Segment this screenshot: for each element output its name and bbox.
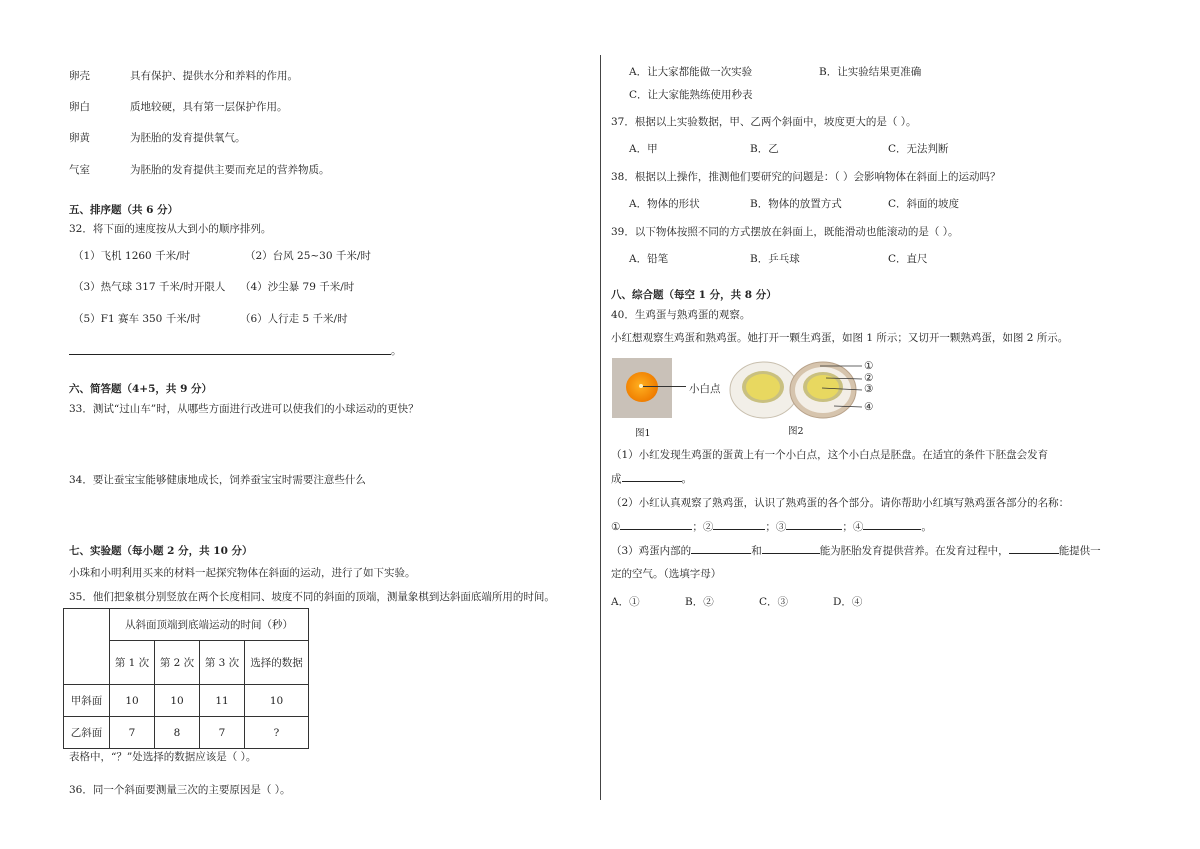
q38-option-a: A．物体的形状 xyxy=(629,198,700,210)
question-40: 40．生鸡蛋与熟鸡蛋的观察。 xyxy=(611,309,751,321)
table-col-2: 第 2 次 xyxy=(155,641,200,685)
figure-1-caption: 图1 xyxy=(635,428,651,439)
white-dot-label: 小白点 xyxy=(689,383,721,395)
blank-4[interactable] xyxy=(863,519,921,530)
part-3-option-a: A．① xyxy=(611,596,640,608)
row-label: 甲斜面 xyxy=(64,685,110,717)
table-corner-cell xyxy=(64,609,110,685)
fig2-mark-4: ④ xyxy=(864,401,874,413)
question-32: 32．将下面的速度按从大到小的顺序排列。 xyxy=(69,223,272,235)
term-air-cell: 气室 xyxy=(69,164,90,176)
figure-2-pointer-lines xyxy=(820,360,865,410)
table-cell: 10 xyxy=(245,685,309,717)
table-row xyxy=(64,717,309,749)
term-eggshell: 卵壳 xyxy=(69,70,90,82)
table-cell: ? xyxy=(245,717,309,749)
fill-mark-4: ；④ xyxy=(842,521,864,533)
fill-mark-3: ；③ xyxy=(765,521,787,533)
part-3-line-2: 定的空气。（选填字母） xyxy=(611,568,722,580)
desc-eggshell: 具有保护、提供水分和养料的作用。 xyxy=(130,70,298,82)
question-36: 36．同一个斜面要测量三次的主要原因是（ ）。 xyxy=(69,784,291,796)
part-3-c: 能为胚胎发育提供营养。在发育过程中， xyxy=(819,545,1009,557)
question-38: 38．根据以上操作，推测他们要研究的问题是：（ ）会影响物体在斜面上的运动吗？ xyxy=(611,171,1001,183)
fill-mark-2: ；② xyxy=(692,521,714,533)
table-col-4: 选择的数据 xyxy=(245,641,309,685)
part-3-option-c: C．③ xyxy=(759,596,789,608)
q32-answer-end: 。 xyxy=(391,345,402,357)
table-col-3: 第 3 次 xyxy=(200,641,245,685)
raw-egg-photo xyxy=(612,358,672,418)
blank-3[interactable] xyxy=(786,519,842,530)
q32-answer-line xyxy=(69,354,391,355)
q38-option-c: C．斜面的坡度 xyxy=(888,198,960,210)
part-3-text xyxy=(611,543,1101,558)
question-34: 34．要让蚕宝宝能够健康地成长，饲养蚕宝宝时需要注意些什么 xyxy=(69,474,366,486)
desc-yolk: 为胚胎的发育提供氧气。 xyxy=(130,132,246,144)
question-40-intro: 小红想观察生鸡蛋和熟鸡蛋。她打开一颗生鸡蛋，如图 1 所示；又切开一颗熟鸡蛋，如图 2 所示。 xyxy=(611,332,1069,344)
term-yolk: 卵黄 xyxy=(69,132,90,144)
q37-option-c: C．无法判断 xyxy=(888,143,949,155)
blank-2[interactable] xyxy=(713,519,765,530)
q32-item-6: （6）人行走 5 千米/时 xyxy=(240,313,348,325)
table-cell: 10 xyxy=(155,685,200,717)
fig2-mark-3: ③ xyxy=(864,383,874,395)
part-3-b: 和 xyxy=(751,545,762,557)
table-cell: 7 xyxy=(200,717,245,749)
fill-end: 。 xyxy=(921,521,932,533)
fill-mark-1: ① xyxy=(611,521,621,533)
section-5-title: 五、排序题（共 6 分） xyxy=(69,204,179,216)
table-cell: 8 xyxy=(155,717,200,749)
q32-item-5: （5）F1 赛车 350 千米/时 xyxy=(73,313,201,325)
term-albumen: 卵白 xyxy=(69,101,90,113)
part-1-answer xyxy=(611,471,692,486)
table-col-1: 第 1 次 xyxy=(110,641,155,685)
row-label: 乙斜面 xyxy=(64,717,110,749)
q32-item-1: （1）飞机 1260 千米/时 xyxy=(73,250,191,262)
part-2-text: （2）小红认真观察了熟鸡蛋，认识了熟鸡蛋的各个部分。请你帮助小红填写熟鸡蛋各部分的名称： xyxy=(611,497,1070,509)
q39-option-a: A．铅笔 xyxy=(629,253,669,265)
section-7-title: 七、实验题（每小题 2 分，共 10 分） xyxy=(69,545,253,557)
table-cell: 7 xyxy=(110,717,155,749)
question-37: 37．根据以上实验数据，甲、乙两个斜面中，坡度更大的是（ ）。 xyxy=(611,116,917,128)
fig2-mark-1: ① xyxy=(864,360,874,372)
question-35-ask: 表格中，“？”处选择的数据应该是（ ）。 xyxy=(69,751,257,763)
part-1-blank[interactable] xyxy=(622,471,682,482)
blank-6[interactable] xyxy=(762,543,820,554)
part-1-text: （1）小红发现生鸡蛋的蛋黄上有一个小白点，这个小白点是胚盘。在适宜的条件下胚盘会发育 xyxy=(611,449,1049,461)
part-3-option-d: D．④ xyxy=(833,596,863,608)
figure-2-caption: 图2 xyxy=(788,426,804,437)
table-cell: 11 xyxy=(200,685,245,717)
q36-option-a: A．让大家都能做一次实验 xyxy=(629,66,753,78)
q39-option-b: B．乒乓球 xyxy=(750,253,800,265)
q32-item-3: （3）热气球 317 千米/时开限人 xyxy=(73,281,226,293)
blank-5[interactable] xyxy=(691,543,751,554)
q36-option-c: C．让大家能熟练使用秒表 xyxy=(629,89,753,101)
blank-1[interactable] xyxy=(620,519,692,530)
question-33: 33．测试“过山车”时，从哪些方面进行改进可以使我们的小球运动的更快？ xyxy=(69,403,419,415)
part-1-prefix: 成 xyxy=(611,473,622,485)
experiment-table xyxy=(63,608,309,749)
section-8-title: 八、综合题（每空 1 分，共 8 分） xyxy=(611,289,777,301)
q37-option-a: A．甲 xyxy=(629,143,658,155)
q39-option-c: C．直尺 xyxy=(888,253,928,265)
table-row xyxy=(64,685,309,717)
q38-option-b: B．物体的放置方式 xyxy=(750,198,842,210)
q37-option-b: B．乙 xyxy=(750,143,779,155)
part-3-option-b: B．② xyxy=(685,596,714,608)
q32-item-4: （4）沙尘暴 79 千米/时 xyxy=(240,281,355,293)
section-6-title: 六、简答题（4+5，共 9 分） xyxy=(69,383,213,395)
question-39: 39．以下物体按照不同的方式摆放在斜面上，既能滑动也能滚动的是（ ）。 xyxy=(611,226,959,238)
table-cell: 10 xyxy=(110,685,155,717)
table-header-main: 从斜面顶端到底端运动的时间（秒） xyxy=(110,609,309,641)
q36-option-b: B．让实验结果更准确 xyxy=(819,66,922,78)
desc-albumen: 质地较硬，具有第一层保护作用。 xyxy=(130,101,288,113)
fig2-mark-2: ② xyxy=(864,372,874,384)
blank-7[interactable] xyxy=(1009,543,1059,554)
q32-item-2: （2）台风 25~30 千米/时 xyxy=(245,250,371,262)
part-1-suffix: 。 xyxy=(681,473,692,485)
desc-air-cell: 为胚胎的发育提供主要而充足的营养物质。 xyxy=(130,164,330,176)
column-divider xyxy=(600,55,601,800)
question-35: 35．他们把象棋分别竖放在两个长度相同、坡度不同的斜面的顶端，测量象棋到达斜面底端所用的时间。 xyxy=(69,591,555,603)
part-3-d: 能提供一 xyxy=(1058,545,1101,557)
part-2-fill-row xyxy=(611,519,932,534)
pointer-line xyxy=(643,386,686,387)
experiment-intro: 小珠和小明利用买来的材料一起探究物体在斜面的运动，进行了如下实验。 xyxy=(69,567,416,579)
part-3-a: （3）鸡蛋内部的 xyxy=(611,545,692,557)
